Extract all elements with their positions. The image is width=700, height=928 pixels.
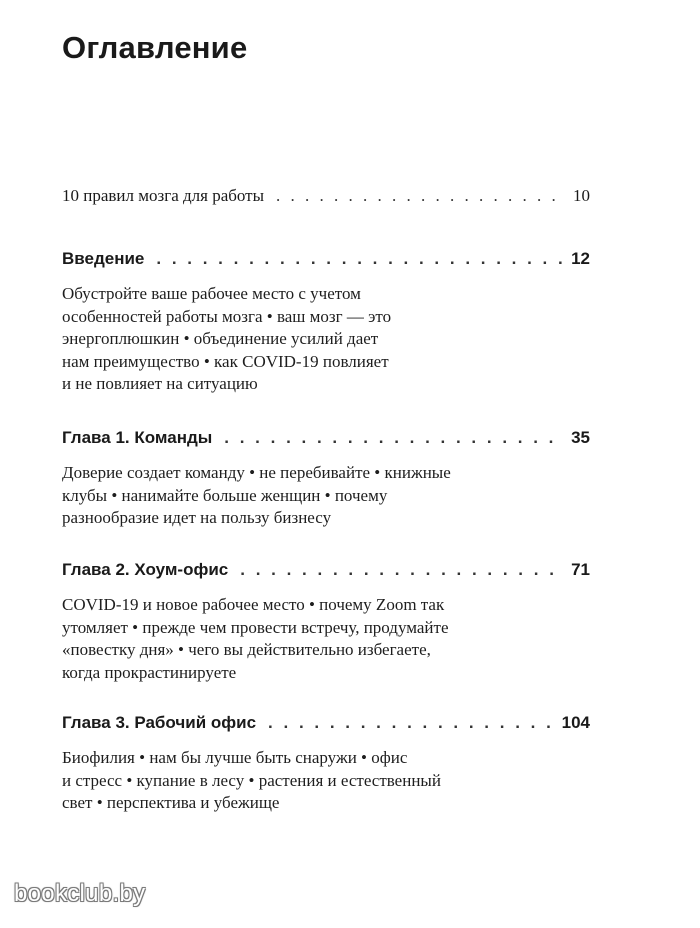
leader-dots: [156, 249, 565, 269]
toc-entry-description: [62, 283, 590, 396]
description-line: COVID-19 и новое рабочее место • почему Zoom так: [62, 595, 445, 614]
description-line: особенностей работы мозга • ваш мозг — это: [62, 306, 392, 326]
description-line: клубы • нанимайте больше женщин • почему: [62, 485, 388, 505]
toc-entry-intro[interactable]: [62, 249, 590, 396]
description-line: энергоплюшкин • объединение усилий дает: [62, 329, 379, 348]
toc-entry-title: Глава 1. Команды: [62, 428, 213, 447]
description-line: Обустройте ваше рабочее место с учетом: [62, 284, 361, 303]
toc-entry-page: 71: [571, 560, 590, 579]
description-line: нам преимущество • как COVID-19 повлияет: [62, 351, 389, 371]
toc-entry-title: Глава 3. Рабочий офис: [62, 713, 257, 732]
leader-dots: [268, 713, 556, 733]
toc-entry-page: 35: [571, 428, 590, 447]
toc-entry-title: 10 правил мозга для работы: [62, 186, 265, 205]
description-line: Доверие создает команду • не перебивайте • книжные: [62, 463, 451, 482]
description-line: утомляет • прежде чем провести встречу, продумайте: [62, 617, 449, 637]
description-line: и не повлияет на ситуацию: [62, 374, 258, 393]
description-line: и стресс • купание в лесу • растения и естественный: [62, 770, 441, 790]
toc-entry-line: [62, 713, 590, 733]
watermark: bookclub.by: [14, 880, 146, 907]
description-line: свет • перспектива и убежище: [62, 793, 280, 812]
toc-entry-line: [62, 249, 590, 269]
toc-entry-line: [62, 186, 590, 206]
leader-dots: [224, 428, 565, 448]
leader-dots: [276, 186, 567, 206]
toc-entry-chapter-1[interactable]: [62, 428, 590, 530]
page-title: Оглавление: [62, 30, 248, 65]
toc-entry-title: Глава 2. Хоум-офис: [62, 560, 229, 579]
description-line: когда прокрастинируете: [62, 662, 237, 682]
toc-entry-page: 10: [573, 186, 590, 205]
toc-entry-page: 12: [571, 249, 590, 268]
toc-entry-chapter-2[interactable]: [62, 560, 590, 684]
toc-entry-chapter-3[interactable]: [62, 713, 590, 815]
toc-entry-description: [62, 747, 590, 815]
toc-entry-title: Введение: [62, 249, 145, 268]
description-line: разнообразие идет на пользу бизнесу: [62, 508, 332, 527]
toc-entry-description: [62, 462, 590, 530]
toc-entry-page: 104: [561, 713, 590, 732]
toc-entry-line: [62, 428, 590, 448]
description-line: «повестку дня» • чего вы действительно избегаете,: [62, 640, 431, 659]
leader-dots: [240, 560, 565, 580]
toc-entry-line: [62, 560, 590, 580]
toc-entry-description: [62, 594, 590, 684]
toc-entry-rules[interactable]: [62, 186, 590, 206]
description-line: Биофилия • нам бы лучше быть снаружи • офис: [62, 748, 408, 767]
